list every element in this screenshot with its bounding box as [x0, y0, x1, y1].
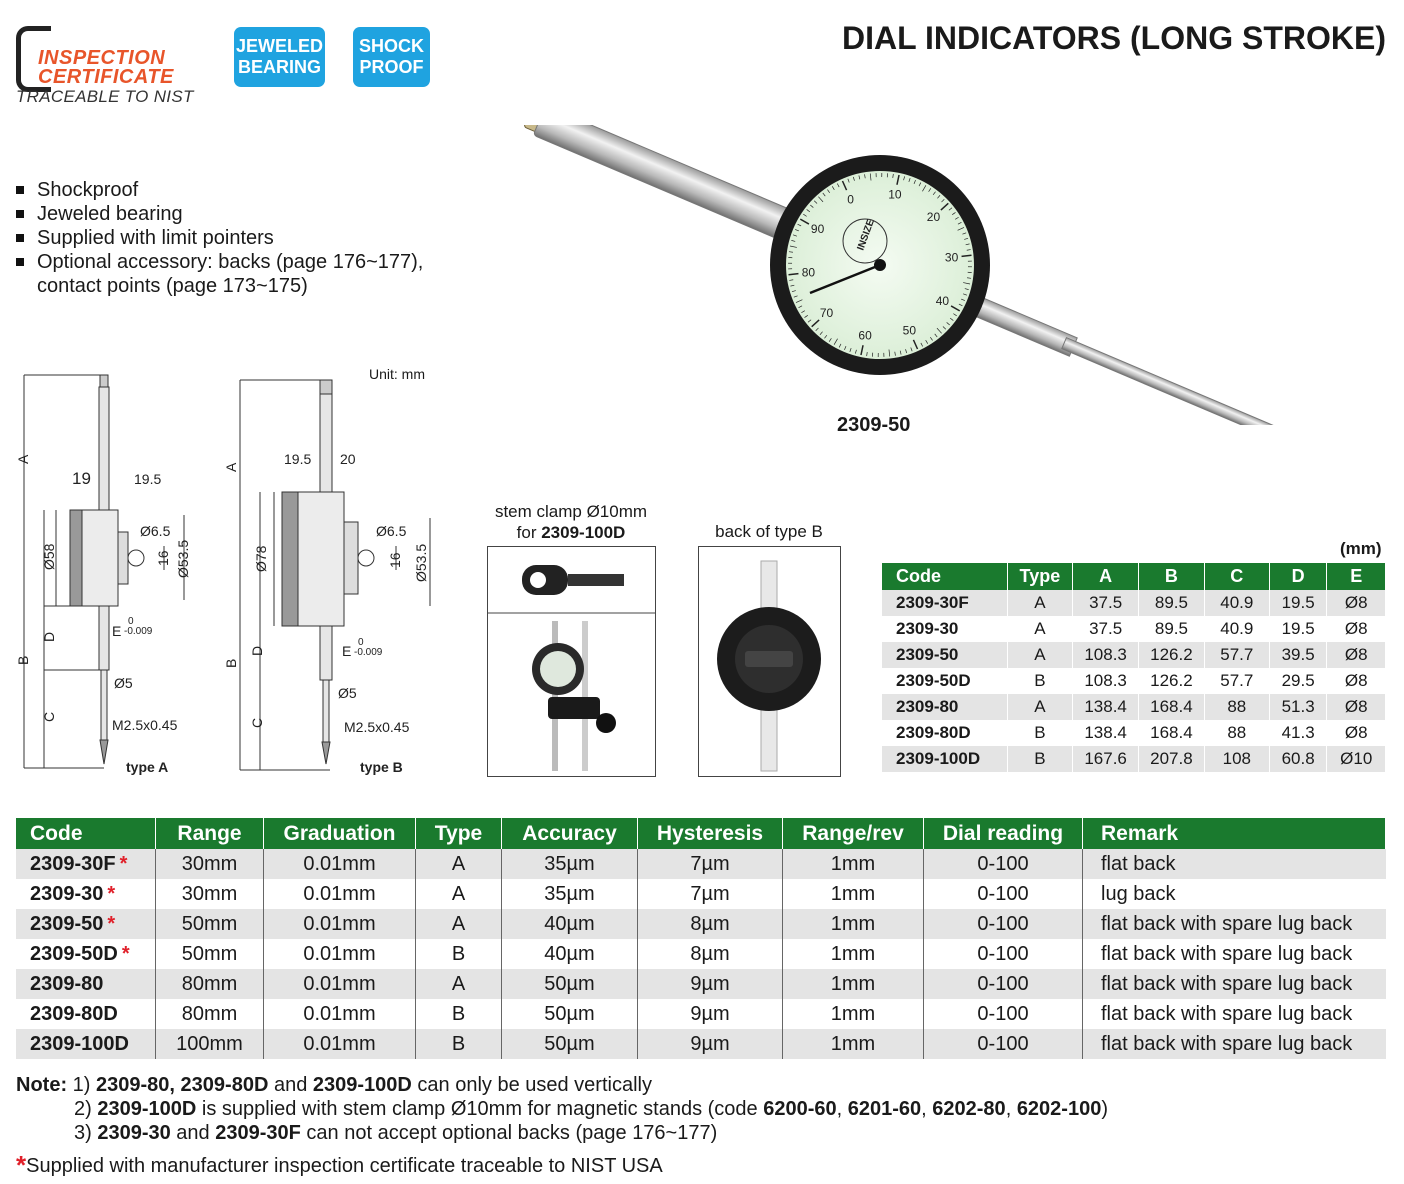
upper-stem	[99, 387, 109, 512]
code-cell: 2309-50D	[882, 668, 1007, 694]
table-cell: 57.7	[1204, 642, 1269, 668]
certificate-star-icon: *	[119, 852, 128, 875]
pointer-hub	[874, 259, 886, 271]
note-text: can only be used vertically	[411, 1074, 652, 1096]
lug	[118, 532, 128, 584]
badge2-line2: PROOF	[359, 57, 424, 77]
table-cell: 168.4	[1139, 694, 1205, 720]
table-cell: 40.9	[1204, 616, 1269, 642]
table-cell: 50µm	[502, 969, 638, 999]
dial-number: 20	[926, 209, 941, 224]
dial-tick	[962, 255, 972, 256]
table-cell: Ø8	[1327, 616, 1386, 642]
table-row	[16, 999, 1386, 1029]
note-text: )	[1101, 1098, 1109, 1120]
table-cell: A	[1007, 616, 1073, 642]
remark-cell: flat back with spare lug back	[1083, 999, 1386, 1029]
table-cell: 50mm	[156, 909, 264, 939]
table-cell: 0.01mm	[264, 969, 416, 999]
table-cell: 167.6	[1073, 746, 1139, 772]
back-label	[745, 651, 793, 667]
table-cell: A	[416, 969, 502, 999]
dim-a: A	[223, 462, 239, 472]
certificate-line3: TRACEABLE TO NIST	[16, 87, 194, 106]
dim-b: B	[223, 658, 239, 668]
table-cell: A	[416, 849, 502, 879]
dim-20: 20	[340, 451, 356, 467]
table-cell: 60.8	[1269, 746, 1327, 772]
dial-brand: INSIZE	[855, 217, 877, 253]
table-row	[16, 879, 1386, 909]
lower-stem	[320, 626, 332, 680]
table-cell: 1mm	[783, 879, 924, 909]
table-cell: 41.3	[1269, 720, 1327, 746]
col-range-rev: Range/rev	[783, 818, 924, 849]
shock-proof-badge	[353, 27, 430, 87]
table-cell: 1mm	[783, 1029, 924, 1059]
table-cell: 35µm	[502, 849, 638, 879]
table-cell: 88	[1204, 694, 1269, 720]
clamp-caption-line2	[487, 522, 655, 543]
table-cell: Ø8	[1327, 668, 1386, 694]
code-cell: 2309-100D	[882, 746, 1007, 772]
code-cell	[16, 1029, 156, 1059]
table-cell: 108.3	[1073, 668, 1139, 694]
code-cell: 2309-80D	[882, 720, 1007, 746]
feature-text: Supplied with limit pointers	[37, 227, 274, 249]
note-1	[16, 1073, 1108, 1097]
table-cell: 168.4	[1139, 720, 1205, 746]
table-cell: 0.01mm	[264, 879, 416, 909]
clamp-screw	[568, 574, 624, 586]
code-text: 2309-50	[30, 912, 104, 935]
dim-dia6-5: Ø6.5	[140, 523, 171, 539]
table-row	[16, 969, 1386, 999]
col-code: Code	[16, 818, 156, 849]
clamp-hole	[530, 572, 546, 588]
remark-cell: flat back with spare lug back	[1083, 1029, 1386, 1059]
bezel-knurl	[282, 492, 298, 626]
feature-item	[16, 202, 423, 226]
table-cell: 37.5	[1073, 616, 1139, 642]
table-cell: 0.01mm	[264, 909, 416, 939]
dim-a: A	[15, 454, 31, 464]
dial-number: 0	[847, 192, 854, 207]
table-cell: Ø8	[1327, 642, 1386, 668]
table-cell: 0-100	[924, 939, 1083, 969]
note-num: 3)	[74, 1122, 98, 1144]
table-cell: B	[1007, 668, 1073, 694]
dimension-table	[882, 563, 1386, 772]
table-cell: 0.01mm	[264, 849, 416, 879]
dim-19: 19	[72, 469, 91, 488]
col-hysteresis: Hysteresis	[638, 818, 783, 849]
clamp-caption-prefix: for	[516, 523, 542, 542]
table-row	[882, 642, 1386, 668]
table-cell: 80mm	[156, 999, 264, 1029]
note-code: 2309-80D	[180, 1074, 269, 1096]
tol-down: -0.009	[354, 647, 383, 658]
page-title: DIAL INDICATORS (LONG STROKE)	[842, 20, 1386, 56]
table-cell: 0.01mm	[264, 939, 416, 969]
dim-e: E	[112, 623, 122, 639]
col-accuracy: Accuracy	[502, 818, 638, 849]
table-cell: A	[1007, 590, 1073, 616]
thread-label: M2.5x0.45	[112, 717, 178, 733]
note-code: 6200-60	[763, 1098, 837, 1120]
table-cell: 89.5	[1139, 590, 1205, 616]
table-cell: 138.4	[1073, 694, 1139, 720]
code-cell	[16, 969, 156, 999]
code-cell: 2309-50	[882, 642, 1007, 668]
dim-dia5: Ø5	[338, 685, 357, 701]
note-code: 6202-80	[932, 1098, 1006, 1120]
note-code: 6201-60	[847, 1098, 922, 1120]
bullet-icon	[16, 258, 24, 266]
col-d: D	[1269, 563, 1327, 590]
table-cell: 30mm	[156, 849, 264, 879]
feature-text: Shockproof	[37, 179, 139, 201]
clamp-block	[548, 697, 600, 719]
thread-label: M2.5x0.45	[344, 719, 410, 735]
table-row	[16, 939, 1386, 969]
feature-item	[16, 226, 423, 250]
table-cell: 0-100	[924, 879, 1083, 909]
table-cell: 8µm	[638, 909, 783, 939]
dial-number: 40	[935, 293, 950, 308]
cap	[100, 375, 108, 387]
col-graduation: Graduation	[264, 818, 416, 849]
note-3	[16, 1121, 1108, 1145]
tol-up: 0	[128, 616, 134, 627]
indicator-stem	[582, 621, 588, 771]
dim-19-5: 19.5	[134, 471, 162, 487]
code-cell: 2309-80	[882, 694, 1007, 720]
table-cell: 51.3	[1269, 694, 1327, 720]
table-cell: A	[416, 879, 502, 909]
table-cell: 88	[1204, 720, 1269, 746]
table-cell: B	[1007, 746, 1073, 772]
table-cell: 108.3	[1073, 642, 1139, 668]
table-cell: 50mm	[156, 939, 264, 969]
dim-16: 16	[155, 550, 171, 566]
dim-d: D	[249, 645, 265, 656]
table-cell: B	[416, 999, 502, 1029]
table-cell: 100mm	[156, 1029, 264, 1059]
dial-number: 90	[810, 222, 825, 237]
dim-dia6-5: Ø6.5	[376, 523, 407, 539]
dim-dia53-5: Ø53.5	[175, 539, 191, 578]
note-2	[16, 1097, 1108, 1121]
table-row	[882, 616, 1386, 642]
dim-c: C	[41, 711, 57, 722]
table-cell: 1mm	[783, 939, 924, 969]
col-e: E	[1327, 563, 1386, 590]
unit-label: Unit: mm	[369, 366, 425, 382]
col-b: B	[1139, 563, 1205, 590]
note-code: 2309-30	[97, 1122, 171, 1144]
note-code: 2309-100D	[312, 1074, 412, 1096]
col-type: Type	[1007, 563, 1073, 590]
col-range: Range	[156, 818, 264, 849]
table-cell: 1mm	[783, 909, 924, 939]
note-sep: ,	[169, 1074, 181, 1096]
table-cell: A	[1007, 694, 1073, 720]
code-text: 2309-30	[30, 882, 104, 905]
bullet-icon	[16, 210, 24, 218]
table-cell: 138.4	[1073, 720, 1139, 746]
table-cell: 0.01mm	[264, 999, 416, 1029]
code-cell: 2309-30F	[882, 590, 1007, 616]
table-cell: Ø8	[1327, 720, 1386, 746]
bullet-icon	[16, 186, 24, 194]
table-cell: 7µm	[638, 879, 783, 909]
contact-point	[322, 742, 330, 764]
table-cell: 19.5	[1269, 616, 1327, 642]
feature-text: Optional accessory: backs (page 176~177),	[37, 251, 424, 273]
table-cell: 39.5	[1269, 642, 1327, 668]
col-type: Type	[416, 818, 502, 849]
dim-dia58: Ø58	[41, 543, 57, 570]
code-cell	[16, 849, 156, 879]
table-cell: 207.8	[1139, 746, 1205, 772]
table-cell: 80mm	[156, 969, 264, 999]
dial-number: 30	[944, 250, 959, 265]
table-cell: 9µm	[638, 1029, 783, 1059]
dimension-unit: (mm)	[1340, 539, 1382, 558]
dial-indicator-photo	[470, 125, 1350, 425]
table-row	[882, 694, 1386, 720]
table-cell: 0-100	[924, 909, 1083, 939]
certificate-line2: CERTIFICATE	[38, 66, 174, 88]
feature-item	[16, 250, 423, 274]
clamp-caption-line1: stem clamp Ø10mm	[494, 502, 648, 521]
remark-cell: lug back	[1083, 879, 1386, 909]
type-b-label: type B	[360, 759, 403, 775]
feature-item-continued	[16, 274, 423, 298]
table-cell: 50µm	[502, 999, 638, 1029]
note-sep: and	[170, 1122, 216, 1144]
type-a-drawing	[24, 375, 184, 768]
table-header-row	[16, 818, 1386, 849]
stem-clamp-photo	[487, 546, 656, 777]
lug	[344, 522, 358, 594]
table-cell: 108	[1204, 746, 1269, 772]
code-text: 2309-80	[30, 972, 104, 995]
table-cell: 126.2	[1139, 668, 1205, 694]
feature-item	[16, 178, 423, 202]
certificate-star-icon: *	[121, 942, 130, 965]
dial-number: 70	[819, 306, 834, 321]
dim-b: B	[15, 655, 31, 665]
table-cell: 19.5	[1269, 590, 1327, 616]
table-cell: Ø8	[1327, 590, 1386, 616]
badge2-line1: SHOCK	[358, 36, 424, 56]
dim-19-5: 19.5	[284, 451, 312, 467]
table-row	[16, 909, 1386, 939]
code-cell	[16, 999, 156, 1029]
code-cell	[16, 909, 156, 939]
table-cell: B	[416, 939, 502, 969]
inspection-certificate-logo	[16, 26, 202, 110]
clamp-knob	[596, 713, 616, 733]
table-cell: A	[416, 909, 502, 939]
table-cell: 89.5	[1139, 616, 1205, 642]
specification-table	[16, 818, 1386, 1059]
cap	[320, 380, 332, 394]
dim-d: D	[41, 631, 57, 642]
table-cell: 9µm	[638, 969, 783, 999]
type-a-label: type A	[126, 759, 169, 775]
col-c: C	[1204, 563, 1269, 590]
note-code: 2309-80	[96, 1074, 170, 1096]
code-cell	[16, 879, 156, 909]
table-cell: 0-100	[924, 969, 1083, 999]
dial-number: 60	[858, 328, 872, 343]
table-cell: 8µm	[638, 939, 783, 969]
code-text: 2309-50D	[30, 942, 118, 965]
table-cell: 40µm	[502, 909, 638, 939]
note-sep: ,	[836, 1098, 848, 1120]
remark-cell: flat back with spare lug back	[1083, 939, 1386, 969]
table-cell: 0-100	[924, 999, 1083, 1029]
type-b-drawing	[240, 380, 430, 770]
upper-stem	[320, 394, 332, 494]
lug-hole	[128, 550, 144, 566]
col-code: Code	[882, 563, 1007, 590]
note-code: 2309-30F	[215, 1122, 301, 1144]
certificate-line1: INSPECTION	[38, 47, 166, 69]
table-cell: 0-100	[924, 849, 1083, 879]
table-row	[16, 1029, 1386, 1059]
footnote-text: Supplied with manufacturer inspection certificate traceable to NIST USA	[26, 1155, 663, 1177]
certificate-star-icon: *	[107, 882, 116, 905]
back-type-b-photo	[698, 546, 841, 777]
back-type-b-caption: back of type B	[715, 522, 823, 541]
table-cell: 9µm	[638, 999, 783, 1029]
table-cell: 0-100	[924, 1029, 1083, 1059]
clamp-caption-code: 2309-100D	[541, 523, 626, 542]
table-cell: 126.2	[1139, 642, 1205, 668]
table-cell: 1mm	[783, 849, 924, 879]
table-cell: 37.5	[1073, 590, 1139, 616]
code-text: 2309-30F	[30, 852, 116, 875]
table-cell: 29.5	[1269, 668, 1327, 694]
table-cell: 1mm	[783, 999, 924, 1029]
table-header-row	[882, 563, 1386, 590]
note-sep: and	[268, 1074, 313, 1096]
table-cell: 35µm	[502, 879, 638, 909]
tol-down: -0.009	[124, 626, 153, 637]
footnote-star-icon: *	[16, 1150, 27, 1180]
col-dial-reading: Dial reading	[924, 818, 1083, 849]
indicator-face	[540, 651, 576, 687]
spindle	[101, 670, 107, 740]
table-cell: 40µm	[502, 939, 638, 969]
feature-text: contact points (page 173~175)	[37, 275, 308, 297]
code-cell	[16, 939, 156, 969]
dim-dia78: Ø78	[253, 545, 269, 572]
table-row	[882, 746, 1386, 772]
notes	[16, 1073, 1108, 1145]
badge1-line2: BEARING	[237, 57, 321, 77]
table-cell: 57.7	[1204, 668, 1269, 694]
note-code: 6202-100	[1016, 1098, 1102, 1120]
badge1-line1: JEWELED	[235, 36, 323, 56]
note-label: Note:	[16, 1074, 68, 1096]
table-row	[882, 720, 1386, 746]
note-sep: ,	[921, 1098, 933, 1120]
table-row	[882, 590, 1386, 616]
stem-clamp-caption	[487, 501, 655, 543]
col-remark: Remark	[1083, 818, 1386, 849]
bezel-knurl	[70, 510, 82, 606]
dim-16: 16	[387, 552, 403, 568]
note-sep: ,	[1005, 1098, 1017, 1120]
note-text: can not accept optional backs (page 176~177)	[300, 1122, 718, 1144]
dial-tick	[789, 274, 799, 275]
table-cell: 0.01mm	[264, 1029, 416, 1059]
spindle	[1062, 338, 1306, 425]
col-a: A	[1073, 563, 1139, 590]
contact-point	[100, 740, 108, 764]
bullet-icon	[16, 234, 24, 242]
dim-c: C	[249, 717, 265, 728]
table-row	[16, 849, 1386, 879]
dim-dia53-5: Ø53.5	[413, 543, 429, 582]
table-cell: 40.9	[1204, 590, 1269, 616]
table-cell: B	[416, 1029, 502, 1059]
note-num: 1)	[67, 1074, 97, 1096]
dial-number: 50	[902, 323, 917, 338]
feature-text: Jeweled bearing	[37, 203, 183, 225]
dial-number: 10	[888, 187, 902, 202]
lower-stem	[99, 606, 109, 670]
technical-drawings	[14, 360, 454, 780]
lug-hole	[358, 550, 374, 566]
table-cell: 50µm	[502, 1029, 638, 1059]
table-cell: 30mm	[156, 879, 264, 909]
table-cell: 1mm	[783, 969, 924, 999]
dim-e: E	[342, 643, 352, 659]
table-cell: Ø10	[1327, 746, 1386, 772]
dial-number: 80	[801, 265, 816, 280]
remark-cell: flat back with spare lug back	[1083, 969, 1386, 999]
table-cell: B	[1007, 720, 1073, 746]
dim-dia5: Ø5	[114, 675, 133, 691]
remark-cell: flat back with spare lug back	[1083, 909, 1386, 939]
remark-cell: flat back	[1083, 849, 1386, 879]
table-cell: A	[1007, 642, 1073, 668]
code-text: 2309-80D	[30, 1002, 118, 1025]
jeweled-bearing-badge	[234, 27, 325, 87]
spindle	[323, 680, 329, 742]
table-cell: 7µm	[638, 849, 783, 879]
code-cell: 2309-30	[882, 616, 1007, 642]
photo-caption: 2309-50	[837, 414, 911, 436]
table-cell: Ø8	[1327, 694, 1386, 720]
footnote	[16, 1148, 663, 1179]
tol-up: 0	[358, 637, 364, 648]
code-text: 2309-100D	[30, 1032, 129, 1055]
feature-list	[16, 178, 423, 298]
table-row	[882, 668, 1386, 694]
certificate-star-icon: *	[107, 912, 116, 935]
note-text: is supplied with stem clamp Ø10mm for magnetic stands (code	[196, 1098, 764, 1120]
note-num: 2)	[74, 1098, 98, 1120]
note-code: 2309-100D	[97, 1098, 197, 1120]
